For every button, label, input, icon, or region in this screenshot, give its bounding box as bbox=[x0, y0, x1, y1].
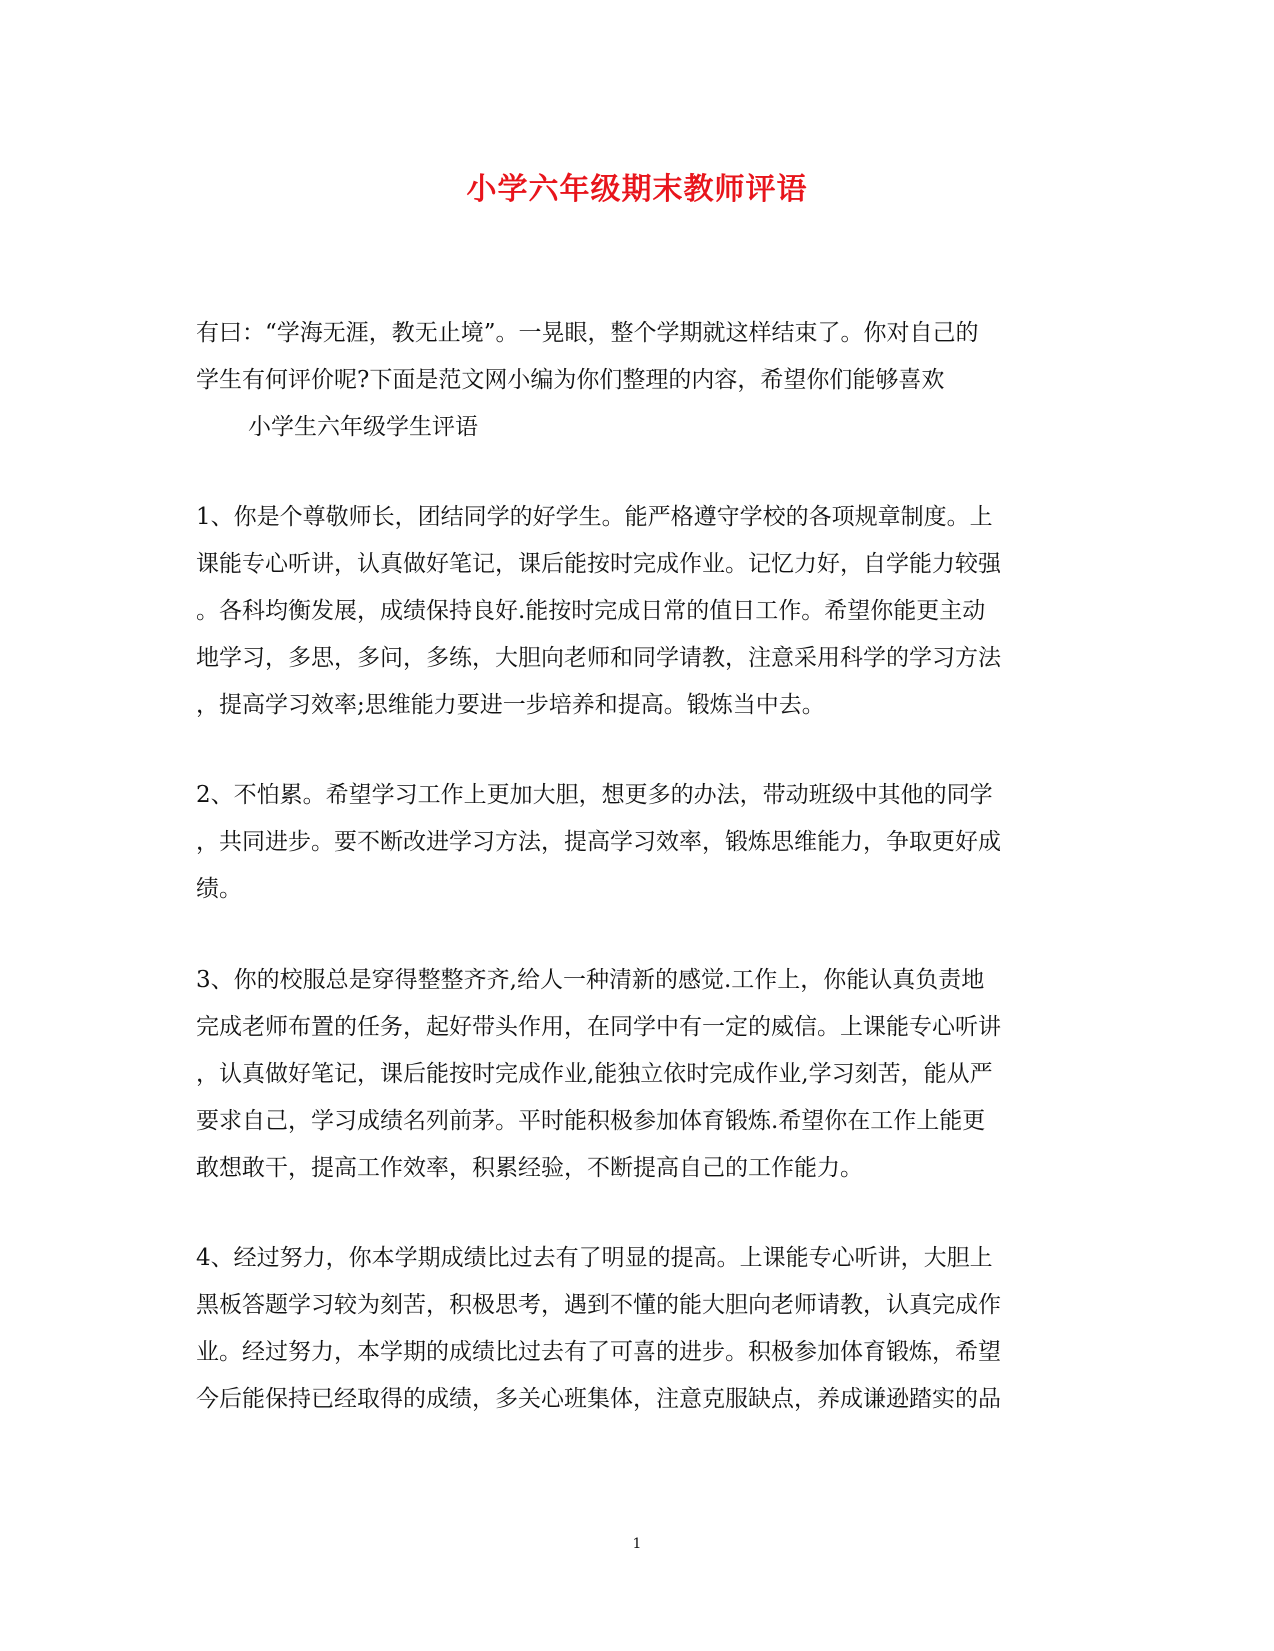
paragraph-line: 2、不怕累。希望学习工作上更加大胆，想更多的办法，带动班级中其他的同学 bbox=[196, 782, 993, 808]
paragraph-line: 黑板答题学习较为刻苦，积极思考，遇到不懂的能大胆向老师请教，认真完成作 bbox=[196, 1292, 1001, 1318]
paragraph-line: 要求自己，学习成绩名列前茅。平时能积极参加体育锻炼.希望你在工作上能更 bbox=[196, 1108, 986, 1134]
intro-section bbox=[196, 310, 1076, 451]
paragraph-line: 今后能保持已经取得的成绩，多关心班集体，注意克服缺点，养成谦逊踏实的品 bbox=[196, 1386, 1001, 1412]
intro-line: 有曰：“学海无涯，教无止境”。一晃眼，整个学期就这样结束了。你对自己的 bbox=[196, 320, 979, 346]
paragraph-line: 绩。 bbox=[196, 876, 242, 902]
paragraph-line: 4、经过努力，你本学期成绩比过去有了明显的提高。上课能专心听讲，大胆上 bbox=[196, 1245, 993, 1271]
comment-paragraph-4 bbox=[196, 1235, 1076, 1423]
paragraph-line: 。各科均衡发展，成绩保持良好.能按时完成日常的值日工作。希望你能更主动 bbox=[196, 598, 986, 624]
paragraph-line: 地学习，多思，多问，多练，大胆向老师和同学请教，注意采用科学的学习方法 bbox=[196, 645, 1001, 671]
comment-paragraph-1 bbox=[196, 494, 1076, 729]
comment-paragraph-2 bbox=[196, 772, 1076, 913]
comment-paragraph-3 bbox=[196, 957, 1076, 1192]
paragraph-line: 完成老师布置的任务，起好带头作用，在同学中有一定的威信。上课能专心听讲 bbox=[196, 1014, 1001, 1040]
document-title: 小学六年级期末教师评语 bbox=[466, 172, 808, 207]
paragraph-line: 1、你是个尊敬师长，团结同学的好学生。能严格遵守学校的各项规章制度。上 bbox=[196, 504, 993, 530]
paragraph-line: 课能专心听讲，认真做好笔记，课后能按时完成作业。记忆力好，自学能力较强 bbox=[196, 551, 1001, 577]
intro-line: 学生有何评价呢?下面是范文网小编为你们整理的内容，希望你们能够喜欢 bbox=[196, 367, 945, 393]
paragraph-line: 业。经过努力，本学期的成绩比过去有了可喜的进步。积极参加体育锻炼，希望 bbox=[196, 1339, 1001, 1365]
paragraph-line: ，提高学习效率;思维能力要进一步培养和提高。锻炼当中去。 bbox=[196, 692, 825, 718]
paragraph-line: 3、你的校服总是穿得整整齐齐,给人一种清新的感觉.工作上，你能认真负责地 bbox=[196, 967, 985, 993]
paragraph-line: 敢想敢干，提高工作效率，积累经验，不断提高自己的工作能力。 bbox=[196, 1155, 863, 1181]
subheading: 小学生六年级学生评语 bbox=[248, 414, 478, 440]
paragraph-line: ，共同进步。要不断改进学习方法，提高学习效率，锻炼思维能力，争取更好成 bbox=[196, 829, 1001, 855]
paragraph-line: ，认真做好笔记，课后能按时完成作业,能独立依时完成作业,学习刻苦，能从严 bbox=[196, 1061, 993, 1087]
page-number: 1 bbox=[632, 1536, 642, 1552]
